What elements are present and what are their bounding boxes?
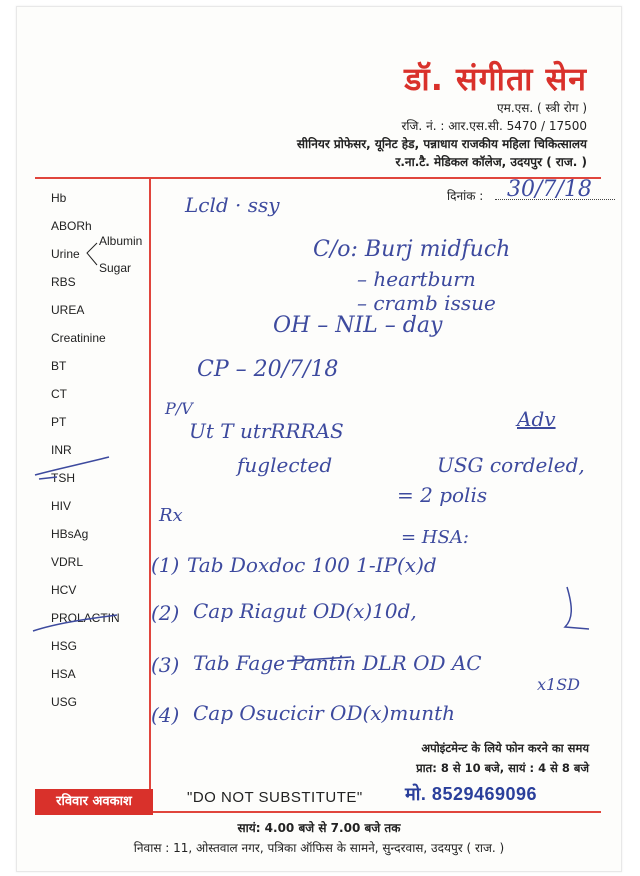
note-line-12: = 2 polis <box>397 483 488 507</box>
test-urea: UREA <box>51 303 85 317</box>
note-line-11: USG cordeled, <box>437 453 585 477</box>
rx-item-4: Cap Osucicir OD(x)munth <box>193 701 456 725</box>
doctor-name: डॉ. संगीता सेन <box>404 60 587 98</box>
test-hbsag: HBsAg <box>51 527 89 541</box>
test-hiv: HIV <box>51 499 72 513</box>
date-value: 30/7/18 <box>507 177 592 202</box>
appointment-times: प्रात: 8 से 10 बजे, सायं : 4 से 8 बजे <box>416 761 589 775</box>
note-line-14: = HSA: <box>401 527 469 548</box>
test-hcv: HCV <box>51 583 77 597</box>
note-line-8: Ut T utrRRRAS <box>189 419 344 443</box>
date-label: दिनांक : <box>447 189 484 203</box>
note-line-6: CP – 20/7/18 <box>197 357 339 382</box>
rx-number-3: (3) <box>151 653 180 677</box>
evening-hours: सायं: 4.00 बजे से 7.00 बजे तक <box>237 821 401 835</box>
test-aborh: ABORh <box>51 219 92 233</box>
registration-number: रजि. नं. : आर.एस.सी. 5470 / 17500 <box>401 119 587 133</box>
test-inr: INR <box>51 443 72 457</box>
note-line-1: Lcld · ssy <box>185 193 280 217</box>
do-not-substitute: "DO NOT SUBSTITUTE" <box>187 789 363 806</box>
test-rbs: RBS <box>51 275 76 289</box>
test-ct: CT <box>51 387 67 401</box>
note-line-7: P/V <box>165 399 193 418</box>
prescription-page <box>16 6 622 872</box>
test-albumin: Albumin <box>99 234 143 248</box>
doctor-designation: सीनियर प्रोफेसर, यूनिट हेड, पन्नाधाय राजकीय महिला चिकित्सालय <box>296 137 587 151</box>
test-pt: PT <box>51 415 67 429</box>
rx-item-3: Tab Fage Pantin DLR OD AC <box>193 651 482 675</box>
rx-item-2: Cap Riagut OD(x)10d, <box>193 599 417 623</box>
test-vdrl: VDRL <box>51 555 84 569</box>
note-line-4: – cramb issue <box>357 291 496 315</box>
appointment-heading: अपोइंटमेन्ट के लिये फोन करने का समय <box>421 741 589 755</box>
rx-number-1: (1) <box>151 553 180 577</box>
phone-number: मो. 8529469096 <box>405 784 538 804</box>
test-bt: BT <box>51 359 67 373</box>
note-line-2: C/o: Burj midfuch <box>313 237 511 262</box>
doctor-degree: एम.एस. ( स्त्री रोग ) <box>497 101 587 115</box>
college-name: र.ना.टै. मेडिकल कॉलेज, उदयपुर ( राज. ) <box>395 155 587 169</box>
test-usg: USG <box>51 695 78 709</box>
note-line-5: OH – NIL – day <box>273 313 443 338</box>
note-line-3: – heartburn <box>357 267 476 291</box>
rx-item-3-duration: x1SD <box>537 675 580 694</box>
test-hsa: HSA <box>51 667 76 681</box>
note-line-10: fuglected <box>237 453 333 477</box>
test-tsh: TSH <box>51 471 75 485</box>
test-urine: Urine <box>51 247 80 261</box>
test-creatinine: Creatinine <box>51 331 106 345</box>
rx-number-4: (4) <box>151 703 180 727</box>
note-line-13: Rx <box>159 505 183 526</box>
test-hb: Hb <box>51 191 67 205</box>
test-prolactin: PROLACTIN <box>51 611 120 625</box>
test-hsg: HSG <box>51 639 78 653</box>
sunday-holiday-badge: रविवार अवकाश <box>35 789 153 815</box>
rx-number-2: (2) <box>151 601 180 625</box>
residence-address: निवास : 11, ओस्तवाल नगर, पत्रिका ऑफिस के सामने, सुन्दरवास, उदयपुर ( राज. ) <box>133 841 505 855</box>
test-sugar: Sugar <box>99 261 132 275</box>
rx-item-1: Tab Doxdoc 100 1-IP(x)d <box>187 553 437 577</box>
note-line-9: Adv <box>517 407 556 431</box>
